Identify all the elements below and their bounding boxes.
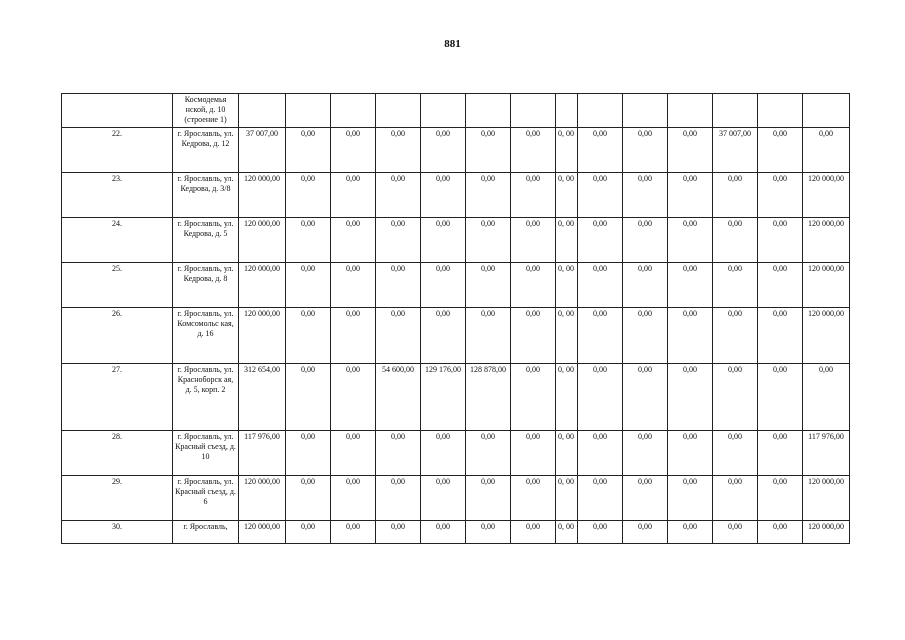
- address-cell: г. Ярославль, ул. Красный съезд, д. 6: [173, 476, 239, 521]
- value-cell: 0,00: [511, 431, 556, 476]
- value-cell: 0,00: [286, 364, 331, 431]
- value-cell: 0,00: [803, 364, 850, 431]
- value-cell: 0,00: [331, 128, 376, 173]
- address-cell: г. Ярославль, ул. Кедрова, д. 8: [173, 263, 239, 308]
- table-row: [62, 94, 850, 128]
- value-cell: 0,00: [713, 521, 758, 544]
- value-cell: 0,00: [421, 218, 466, 263]
- row-number: 23.: [62, 173, 173, 218]
- table-row: [62, 521, 850, 544]
- value-cell: 0,00: [668, 431, 713, 476]
- value-cell: 0,00: [286, 308, 331, 364]
- value-cell: 0,00: [578, 263, 623, 308]
- address-cell: Космодемья нской, д. 10 (строение 1): [173, 94, 239, 128]
- value-cell: 0,00: [331, 308, 376, 364]
- value-cell: 0, 00: [556, 308, 578, 364]
- value-cell: 0,00: [331, 173, 376, 218]
- value-cell: 0,00: [286, 521, 331, 544]
- value-cell: 0,00: [623, 476, 668, 521]
- value-cell: 0,00: [466, 263, 511, 308]
- value-cell: 0,00: [668, 364, 713, 431]
- address-cell: г. Ярославль, ул. Кедрова, д. 3/8: [173, 173, 239, 218]
- value-cell: 0,00: [331, 263, 376, 308]
- value-cell: [668, 94, 713, 128]
- value-cell: 120 000,00: [239, 308, 286, 364]
- value-cell: 0,00: [376, 218, 421, 263]
- value-cell: 0,00: [331, 431, 376, 476]
- value-cell: 37 007,00: [239, 128, 286, 173]
- value-cell: 0,00: [286, 128, 331, 173]
- value-cell: 0,00: [623, 218, 668, 263]
- value-cell: 0,00: [623, 263, 668, 308]
- value-cell: 0,00: [713, 263, 758, 308]
- value-cell: 0,00: [466, 218, 511, 263]
- table-row: [62, 173, 850, 218]
- value-cell: [623, 94, 668, 128]
- value-cell: 0, 00: [556, 521, 578, 544]
- value-cell: 0,00: [286, 476, 331, 521]
- value-cell: 0,00: [758, 128, 803, 173]
- table-row: [62, 128, 850, 173]
- value-cell: 0,00: [578, 218, 623, 263]
- value-cell: 0, 00: [556, 476, 578, 521]
- value-cell: 120 000,00: [803, 263, 850, 308]
- row-number: 22.: [62, 128, 173, 173]
- value-cell: 0,00: [713, 364, 758, 431]
- table-row: [62, 308, 850, 364]
- value-cell: 0,00: [758, 521, 803, 544]
- address-cell: г. Ярославль,: [173, 521, 239, 544]
- value-cell: 0,00: [376, 263, 421, 308]
- value-cell: 0,00: [331, 521, 376, 544]
- value-cell: 0,00: [286, 218, 331, 263]
- value-cell: 0,00: [578, 521, 623, 544]
- value-cell: 120 000,00: [803, 476, 850, 521]
- row-number: 30.: [62, 521, 173, 544]
- value-cell: 0,00: [758, 218, 803, 263]
- value-cell: 0,00: [578, 308, 623, 364]
- value-cell: 0,00: [758, 308, 803, 364]
- value-cell: 0,00: [668, 263, 713, 308]
- value-cell: 0,00: [376, 173, 421, 218]
- value-cell: 37 007,00: [713, 128, 758, 173]
- value-cell: 0,00: [421, 521, 466, 544]
- table-body: [62, 94, 850, 544]
- row-number: 27.: [62, 364, 173, 431]
- value-cell: 120 000,00: [239, 263, 286, 308]
- table-row: [62, 476, 850, 521]
- value-cell: 0,00: [511, 173, 556, 218]
- value-cell: 0,00: [466, 173, 511, 218]
- value-cell: 0,00: [331, 476, 376, 521]
- row-number: 28.: [62, 431, 173, 476]
- value-cell: 0,00: [623, 521, 668, 544]
- row-number: 26.: [62, 308, 173, 364]
- table-row: [62, 431, 850, 476]
- value-cell: 0,00: [286, 431, 331, 476]
- value-cell: 0,00: [758, 364, 803, 431]
- value-cell: 0,00: [623, 173, 668, 218]
- value-cell: [421, 94, 466, 128]
- address-cell: г. Ярославль, ул. Кедрова, д. 12: [173, 128, 239, 173]
- value-cell: 0,00: [758, 476, 803, 521]
- value-cell: 0,00: [713, 431, 758, 476]
- value-cell: 0,00: [578, 128, 623, 173]
- value-cell: 0, 00: [556, 364, 578, 431]
- value-cell: 0,00: [286, 263, 331, 308]
- value-cell: 0,00: [376, 308, 421, 364]
- value-cell: 129 176,00: [421, 364, 466, 431]
- value-cell: 0,00: [511, 476, 556, 521]
- value-cell: 120 000,00: [239, 173, 286, 218]
- value-cell: 0,00: [466, 521, 511, 544]
- value-cell: 0,00: [286, 173, 331, 218]
- value-cell: 312 654,00: [239, 364, 286, 431]
- value-cell: 117 976,00: [239, 431, 286, 476]
- table-row: [62, 364, 850, 431]
- value-cell: 0,00: [668, 218, 713, 263]
- value-cell: 0, 00: [556, 431, 578, 476]
- value-cell: 120 000,00: [239, 521, 286, 544]
- value-cell: 0,00: [668, 476, 713, 521]
- value-cell: 0,00: [511, 263, 556, 308]
- value-cell: 0,00: [511, 128, 556, 173]
- value-cell: 0,00: [376, 521, 421, 544]
- value-cell: [803, 94, 850, 128]
- value-cell: 0,00: [331, 218, 376, 263]
- row-number: 24.: [62, 218, 173, 263]
- page-number: 881: [444, 38, 461, 50]
- value-cell: [286, 94, 331, 128]
- value-cell: 0,00: [758, 173, 803, 218]
- value-cell: 0,00: [466, 476, 511, 521]
- value-cell: 0,00: [421, 308, 466, 364]
- value-cell: 0,00: [578, 173, 623, 218]
- value-cell: 54 600,00: [376, 364, 421, 431]
- value-cell: 0, 00: [556, 128, 578, 173]
- value-cell: 0,00: [511, 521, 556, 544]
- value-cell: 120 000,00: [239, 218, 286, 263]
- value-cell: 0,00: [376, 431, 421, 476]
- value-cell: [713, 94, 758, 128]
- value-cell: [239, 94, 286, 128]
- value-cell: 0, 00: [556, 263, 578, 308]
- value-cell: 0,00: [466, 128, 511, 173]
- value-cell: 0,00: [331, 364, 376, 431]
- value-cell: 0,00: [421, 128, 466, 173]
- value-cell: 0,00: [376, 128, 421, 173]
- value-cell: 0,00: [758, 431, 803, 476]
- value-cell: 0,00: [578, 364, 623, 431]
- value-cell: 120 000,00: [803, 308, 850, 364]
- value-cell: 0,00: [803, 128, 850, 173]
- row-number: 29.: [62, 476, 173, 521]
- value-cell: [556, 94, 578, 128]
- value-cell: [511, 94, 556, 128]
- value-cell: 0,00: [713, 218, 758, 263]
- value-cell: 0,00: [668, 521, 713, 544]
- value-cell: 128 878,00: [466, 364, 511, 431]
- value-cell: 0, 00: [556, 218, 578, 263]
- value-cell: 0,00: [713, 173, 758, 218]
- value-cell: 0,00: [713, 476, 758, 521]
- value-cell: 0,00: [623, 308, 668, 364]
- value-cell: 0,00: [623, 364, 668, 431]
- value-cell: 0,00: [668, 308, 713, 364]
- value-cell: 0,00: [668, 128, 713, 173]
- table-row: [62, 218, 850, 263]
- value-cell: 120 000,00: [803, 521, 850, 544]
- value-cell: 0,00: [511, 364, 556, 431]
- value-cell: 0,00: [668, 173, 713, 218]
- value-cell: 0,00: [421, 263, 466, 308]
- value-cell: 0,00: [578, 431, 623, 476]
- value-cell: 0,00: [421, 173, 466, 218]
- value-cell: 0,00: [511, 218, 556, 263]
- address-cell: г. Ярославль, ул. Красный съезд, д. 10: [173, 431, 239, 476]
- value-cell: 0,00: [623, 128, 668, 173]
- address-cell: г. Ярославль, ул. Красноборск ая, д. 5, корп. 2: [173, 364, 239, 431]
- value-cell: 0,00: [421, 431, 466, 476]
- value-cell: 120 000,00: [803, 218, 850, 263]
- value-cell: 0,00: [466, 431, 511, 476]
- value-cell: 0,00: [511, 308, 556, 364]
- value-cell: [466, 94, 511, 128]
- row-number: 25.: [62, 263, 173, 308]
- value-cell: [578, 94, 623, 128]
- value-cell: [758, 94, 803, 128]
- value-cell: 0,00: [376, 476, 421, 521]
- value-cell: 0,00: [758, 263, 803, 308]
- budget-table: [61, 93, 850, 544]
- value-cell: 0,00: [623, 431, 668, 476]
- value-cell: 120 000,00: [239, 476, 286, 521]
- value-cell: 120 000,00: [803, 173, 850, 218]
- address-cell: г. Ярославль, ул. Кедрова, д. 5: [173, 218, 239, 263]
- value-cell: 0,00: [466, 308, 511, 364]
- value-cell: 117 976,00: [803, 431, 850, 476]
- table-row: [62, 263, 850, 308]
- value-cell: 0,00: [578, 476, 623, 521]
- value-cell: [376, 94, 421, 128]
- value-cell: 0,00: [713, 308, 758, 364]
- value-cell: 0, 00: [556, 173, 578, 218]
- row-number: [62, 94, 173, 128]
- address-cell: г. Ярославль, ул. Комсомольс кая, д. 16: [173, 308, 239, 364]
- value-cell: 0,00: [421, 476, 466, 521]
- value-cell: [331, 94, 376, 128]
